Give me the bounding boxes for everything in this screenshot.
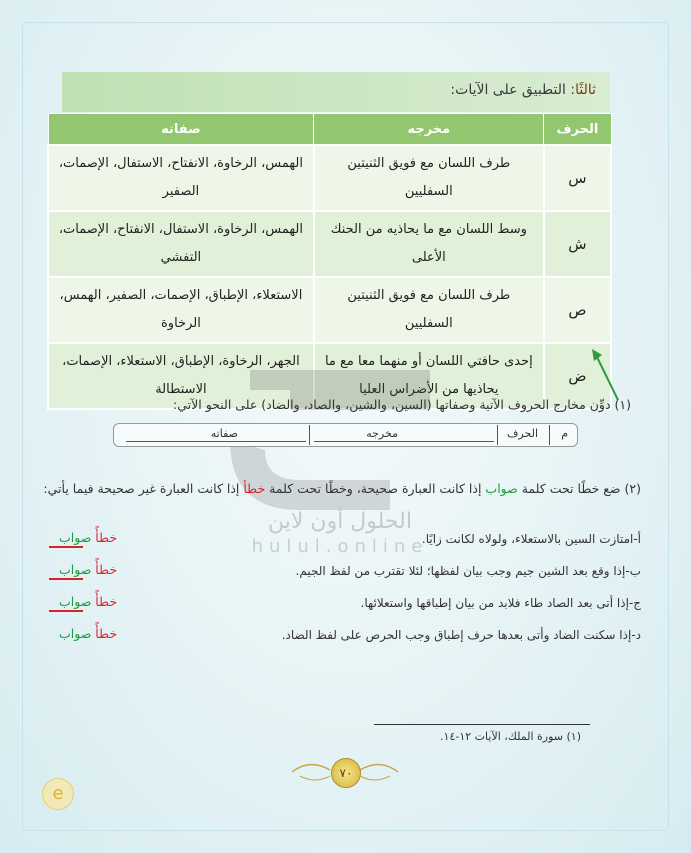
section-number: ثالثًا:	[570, 82, 596, 98]
row-sifa: الهمس، الرخاوة، الاستفال، الانفتاح، الإصمات، التفشي	[48, 211, 314, 277]
sawab-option[interactable]: صواب	[59, 594, 92, 609]
q2-sawab: صواب	[485, 481, 518, 496]
section-header	[62, 72, 610, 112]
underline	[126, 441, 306, 442]
answer-underline	[49, 546, 83, 548]
khata-option[interactable]: خطأً	[95, 530, 118, 545]
section-title	[450, 82, 596, 98]
answer-underline	[49, 610, 83, 612]
col-makhraj: مخرجه	[366, 427, 398, 440]
answer-choices	[51, 594, 117, 609]
col-separator	[497, 425, 498, 445]
table-row	[48, 145, 611, 211]
header-letter: الحرف	[544, 114, 611, 146]
row-letter: ض	[544, 343, 611, 409]
true-false-list	[41, 528, 641, 656]
underline	[314, 441, 494, 442]
publisher-logo-icon: e	[42, 778, 74, 810]
footnote-divider	[374, 724, 590, 725]
col-letter: الحرف	[507, 427, 538, 440]
green-arrow-icon	[590, 345, 620, 405]
khata-option[interactable]: خطأً	[95, 626, 118, 641]
row-letter: ص	[544, 277, 611, 343]
item-text: أ-امتازت السين بالاستعلاء، ولولاه لكانت زايًا.	[421, 532, 641, 546]
answer-choices	[51, 562, 117, 577]
khata-option[interactable]: خطأً	[95, 594, 118, 609]
item-text: ج-إذا أتى بعد الصاد طاء فلابد من بيان إطباقها واستعلائها.	[360, 596, 641, 610]
sawab-option[interactable]: صواب	[59, 562, 92, 577]
col-separator	[309, 425, 310, 445]
khata-option[interactable]: خطأً	[95, 562, 118, 577]
letters-table	[47, 113, 612, 410]
list-item	[41, 592, 641, 624]
row-makhraj: طرف اللسان مع فويق الثنيتين السفليين	[314, 145, 544, 211]
row-sifa: الاستعلاء، الإطباق، الإصمات، الصفير، الهمس، الرخاوة	[48, 277, 314, 343]
q2-part2: إذا كانت العبارة صحيحة، وخطًا تحت كلمة	[269, 481, 482, 496]
header-makhraj: مخرجه	[314, 114, 544, 146]
watermark-url: hulul.online	[251, 536, 429, 557]
row-letter: س	[544, 145, 611, 211]
question-1: (١) دوِّن مخارج الحروف الآتية وصفاتها (السين، والشين، والصاد، والضاد) على النحو الآتي:	[173, 397, 631, 412]
watermark-brand: الحلول أون لاين	[268, 509, 412, 534]
page-number: ٧٠	[331, 758, 361, 788]
table-header-row	[48, 114, 611, 146]
footnote: (١) سورة الملك، الآيات ١٢-١٤.	[440, 730, 581, 743]
item-text: ب-إذا وقع بعد الشين جيم وجب بيان لفظها؛ لئلا تقترب من لفظ الجيم.	[295, 564, 641, 578]
answer-choices	[51, 530, 117, 545]
table-row	[48, 211, 611, 277]
item-text: د-إذا سكنت الضاد وأتى بعدها حرف إطباق وجب الحرص على لفظ الضاد.	[281, 628, 641, 642]
q2-part1: (٢) ضع خطًا تحت كلمة	[521, 481, 641, 496]
header-sifa: صفاته	[48, 114, 314, 146]
sawab-option[interactable]: صواب	[59, 530, 92, 545]
row-sifa: الهمس، الرخاوة، الانفتاح، الاستفال، الإصمات، الصفير	[48, 145, 314, 211]
list-item	[41, 560, 641, 592]
page-number-ornament	[290, 754, 400, 790]
list-item	[41, 624, 641, 656]
answer-choices	[51, 626, 117, 641]
answer-columns	[113, 423, 578, 447]
table-row	[48, 277, 611, 343]
row-makhraj: طرف اللسان مع فويق الثنيتين السفليين	[314, 277, 544, 343]
q2-khata: خطأ	[243, 481, 266, 496]
row-makhraj: وسط اللسان مع ما يحاذيه من الحنك الأعلى	[314, 211, 544, 277]
section-title-text: التطبيق على الآيات:	[450, 82, 566, 98]
row-sifa: الجهر، الرخاوة، الإطباق، الاستعلاء، الإصمات، الاستطالة	[48, 343, 314, 409]
col-num: م	[561, 427, 568, 440]
row-letter: ش	[544, 211, 611, 277]
sawab-option[interactable]: صواب	[59, 626, 92, 641]
q2-part3: إذا كانت العبارة غير صحيحة فيما يأتي:	[43, 481, 240, 496]
col-separator	[549, 425, 550, 445]
question-2	[41, 477, 641, 501]
col-sifa: صفاته	[210, 427, 238, 440]
row-makhraj: إحدى حافتي اللسان أو منهما معا مع ما يحاذيها من الأضراس العليا	[314, 343, 544, 409]
answer-underline	[49, 578, 83, 580]
list-item	[41, 528, 641, 560]
